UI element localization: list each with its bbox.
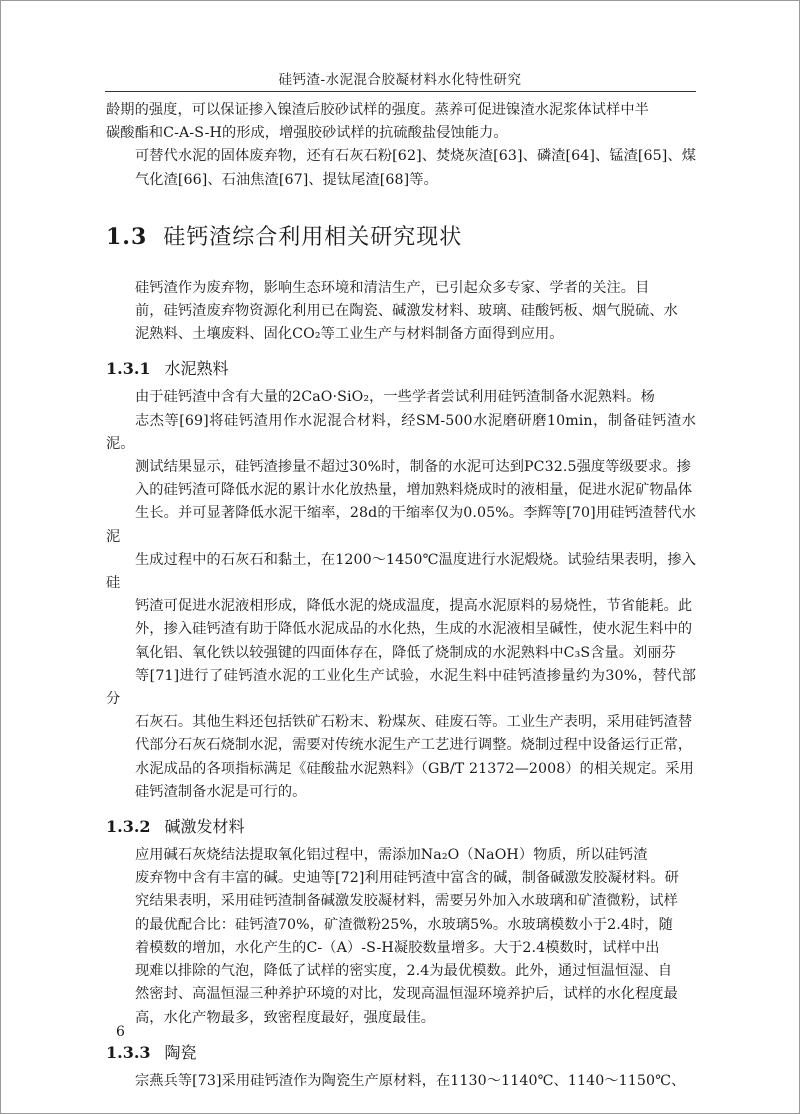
subsection-number: 1.3.1	[106, 359, 151, 379]
section-number: 1.3	[106, 223, 148, 250]
paragraph: 应用碱石灰烧结法提取氧化铝过程中，需添加Na₂O（NaOH）物质，所以硅钙渣 废弃物中含有丰富的碱。史迪等[72]利用硅钙渣中富含的碱，制备碱激发胶凝材料。研 究结果表明，采用硅钙渣制备碱激发胶凝材料，需要另外加入水玻璃和矿渣微粉，试样 的最优配合比：硅钙渣70%，矿渣微粉25%，水玻璃5%。水玻璃模数小于2.4时，随 着模数的增加，水化产生的C-（A）-S-H凝胶数量增多。大于2.4模数时，试样中出 现难以排除的气泡，降低了试样的密实度，2.4为最优模数。此外，通过恒温恒湿、自 然密封、高温恒湿三种养护环境的对比，发现高温恒湿环境养护后，试样的水化程度最 高，水化产物最多，致密程度最好，强度最佳。	[135, 847, 679, 1026]
paragraph: 宗燕兵等[73]采用硅钙渣作为陶瓷生产原材料，在1130～1140℃、1140～1150℃、	[135, 1072, 686, 1089]
paragraph: 硅钙渣作为废弃物，影响生态环境和清洁生产，已引起众多专家、学者的关注。目 前，硅钙渣废弃物资源化利用已在陶瓷、碱激发材料、玻璃、硅酸钙板、烟气脱硫、水 泥熟料、土壤废料、固化CO₂等工业生产与材料制备方面得到应用。	[135, 279, 678, 343]
subsection-number: 1.3.2	[106, 817, 151, 837]
paragraph: 龄期的强度，可以保证掺入镍渣后胶砂试样的强度。蒸养可促进镍渣水泥浆体试样中半 碳酸酯和C-A-S-H的形成，增强胶砂试样的抗硫酸盐侵蚀能力。	[106, 102, 649, 142]
subsection-heading	[106, 1040, 696, 1063]
header-rule	[105, 91, 696, 92]
page-body	[106, 99, 696, 1093]
paragraph: 由于硅钙渣中含有大量的2CaO·SiO₂，一些学者尝试利用硅钙渣制备水泥熟料。杨 志杰等[69]将硅钙渣用作水泥混合材料，经SM-500水泥磨研磨10min，制备硅钙渣水泥。 测试结果显示，硅钙渣掺量不超过30%时，制备的水泥可达到PC32.5强度等级要求。掺 入的硅钙渣可降低水泥的累计水化放热量，增加熟料烧成时的液相量，促进水泥矿物晶体 生长。并可显著降低水泥干缩率，28d的干缩率仅为0.05%。李辉等[70]用硅钙渣替代水泥 生成过程中的石灰石和黏土，在1200～1450℃温度进行水泥煅烧。试验结果表明，掺入硅 钙渣可促进水泥液相形成，降低水泥的烧成温度，提高水泥原料的易烧性，节省能耗。此 外，掺入硅钙渣有助于降低水泥成品的水化热，生成的水泥液相呈碱性，使水泥生料中的 氧化铝、氧化铁以较强键的四面体存在，降低了烧制成的水泥熟料中C₃S含量。刘丽芬 等[71]进行了硅钙渣水泥的工业化生产试验，水泥生料中硅钙渣掺量约为30%，替代部分 石灰石。其他生料还包括铁矿石粉末、粉煤灰、硅废石等。工业生产表明，采用硅钙渣替 代部分石灰石烧制水泥，需要对传统水泥生产工艺进行调整。烧制过程中设备运行正常， 水泥成品的各项指标满足《硅酸盐水泥熟料》（GB/T 21372—2008）的相关规定。采用 硅钙渣制备水泥是可行的。	[106, 389, 696, 800]
subsection-heading	[106, 814, 696, 837]
subsection-heading	[106, 356, 696, 379]
subsection-title: 碱激发材料	[164, 817, 245, 837]
running-header: 硅钙渣-水泥混合胶凝材料水化特性研究	[278, 72, 522, 88]
subsection-title: 水泥熟料	[164, 359, 229, 379]
section-title: 硅钙渣综合利用相关研究现状	[163, 224, 463, 250]
paragraph: 可替代水泥的固体废弃物，还有石灰石粉[62]、焚烧灰渣[63]、磷渣[64]、锰渣[65]、煤 气化渣[66]、石油焦渣[67]、提钛尾渣[68]等。	[135, 148, 697, 188]
page-number: 6	[116, 1024, 125, 1040]
subsection-number: 1.3.3	[106, 1042, 151, 1062]
section-heading	[106, 220, 696, 251]
subsection-title: 陶瓷	[164, 1042, 197, 1062]
